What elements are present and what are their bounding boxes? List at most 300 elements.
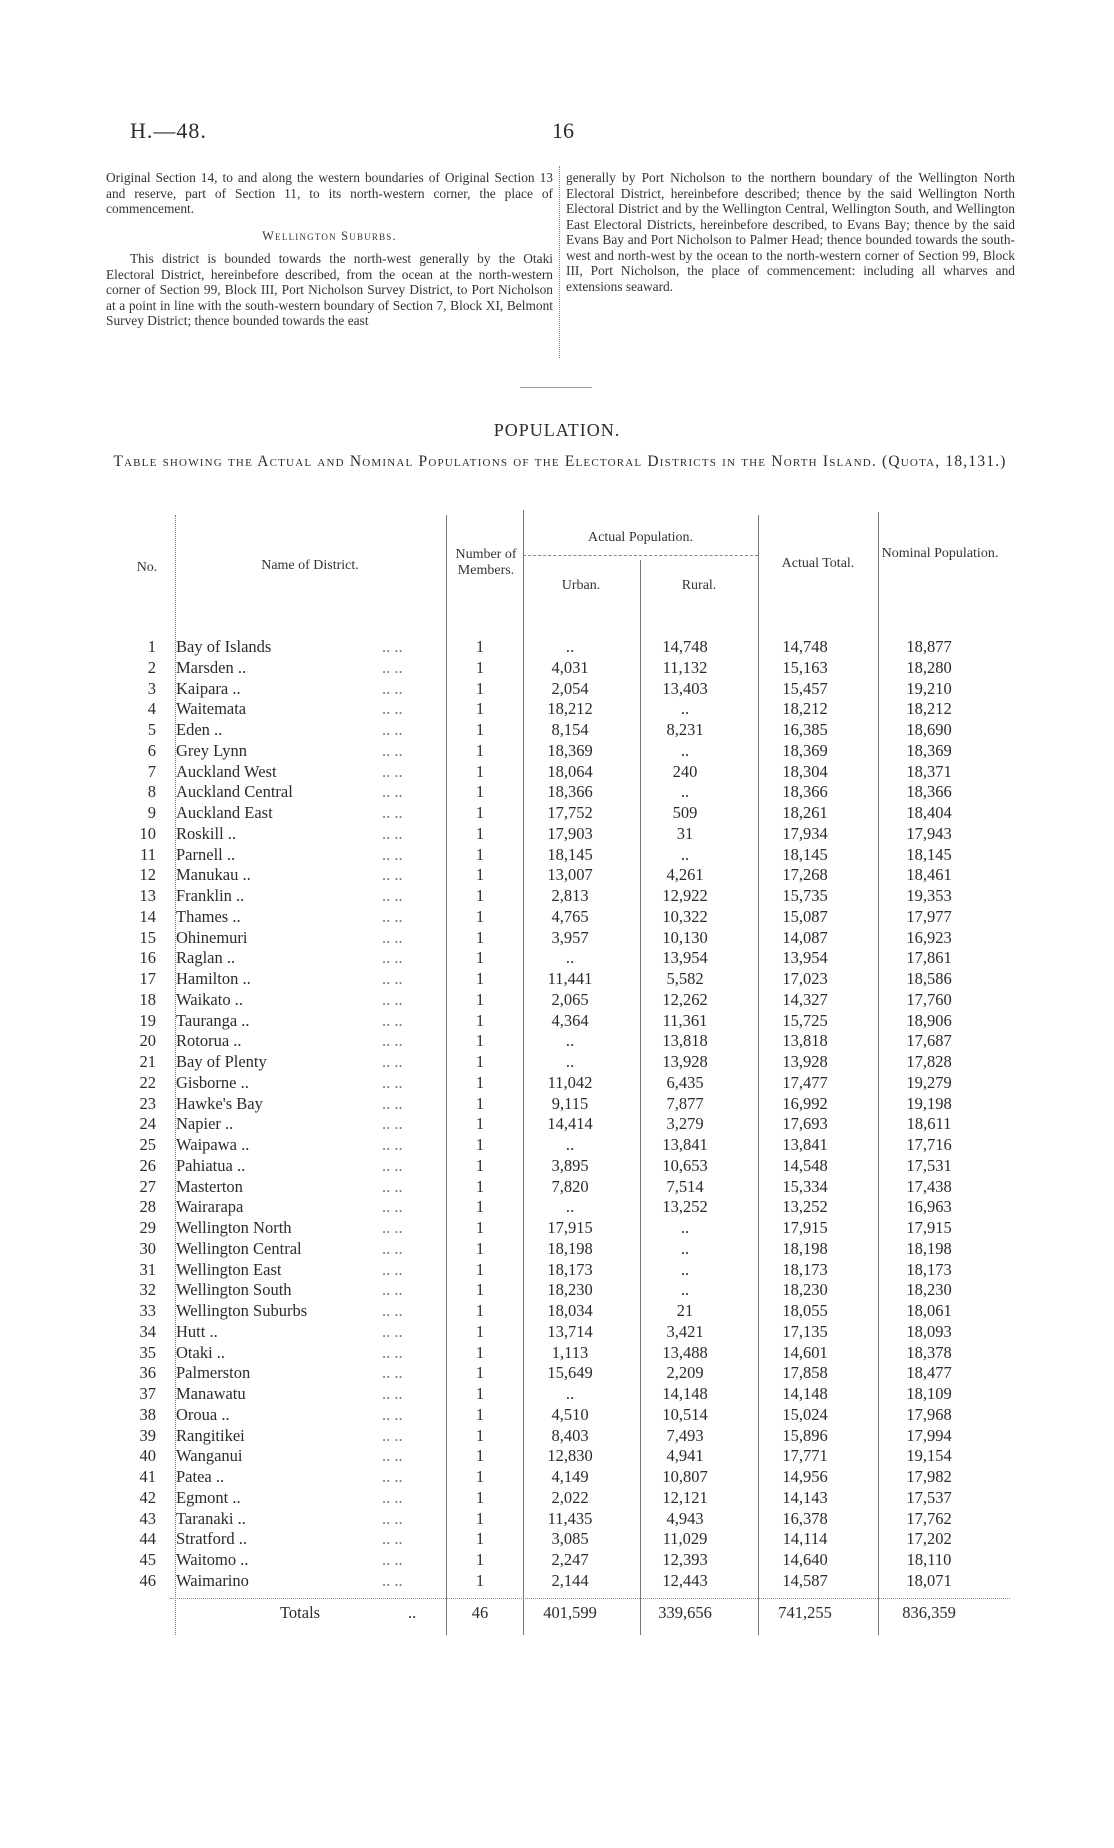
table-row [120, 1343, 980, 1363]
row-number: 2 [147, 657, 156, 677]
district-name: Bay of Plenty [176, 1052, 267, 1071]
rural-population: 13,818 [662, 1031, 708, 1051]
urban-population: 18,064 [547, 761, 593, 781]
row-number: 23 [139, 1093, 156, 1113]
rural-population: 10,514 [662, 1404, 708, 1424]
table-row [120, 699, 980, 719]
urban-population: 17,752 [547, 803, 593, 822]
district-name: Pahiatua .. [176, 1155, 246, 1175]
urban-population: 4,364 [551, 1010, 589, 1030]
column-divider [559, 166, 560, 358]
nominal-population: 18,404 [906, 803, 952, 822]
district-name: Thames .. [176, 906, 241, 926]
members: 1 [475, 637, 485, 656]
urban-population: 2,144 [551, 1570, 589, 1590]
row-number: 8 [147, 782, 156, 802]
rural-population: 6,435 [666, 1072, 704, 1092]
urban-population: 9,115 [551, 1093, 589, 1113]
table-row [120, 720, 980, 740]
rural-population: .. [680, 1218, 690, 1237]
actual-total: 15,334 [782, 1176, 828, 1196]
dot-leader: .. .. [382, 782, 403, 802]
text-column-left [106, 170, 553, 329]
district-name: Taranaki .. [176, 1508, 246, 1528]
district-name: Wellington Suburbs [176, 1301, 308, 1320]
row-number: 11 [140, 844, 156, 864]
urban-population: 14,414 [547, 1114, 593, 1134]
section-heading: Wellington Suburbs. [262, 228, 397, 243]
nominal-population: 17,915 [906, 1218, 952, 1237]
district-name: Hutt .. [176, 1321, 218, 1341]
urban-population: 17,903 [547, 823, 593, 843]
row-number: 41 [139, 1467, 156, 1486]
district-name: Bay of Islands [176, 637, 272, 656]
urban-population: 18,198 [547, 1238, 593, 1258]
table-row [120, 824, 980, 844]
actual-total: 17,135 [782, 1321, 828, 1341]
actual-total: 14,601 [782, 1342, 828, 1362]
urban-population: 18,173 [547, 1259, 593, 1279]
paragraph: Original Section 14, to and along the western boundaries of Original Section 13 and reserve, part of Section 11, to its north-western corner, the place of commencement. [106, 170, 553, 216]
nominal-population: 17,982 [906, 1467, 952, 1486]
urban-population: 18,230 [547, 1280, 593, 1300]
rural-population: 13,954 [662, 948, 708, 968]
urban-population: 8,154 [551, 720, 589, 739]
nominal-population: 17,828 [906, 1052, 952, 1071]
rural-population: 509 [672, 803, 698, 822]
rural-population: .. [680, 1238, 690, 1258]
table-row [120, 1509, 980, 1529]
actual-total: 15,457 [782, 678, 828, 698]
row-number: 30 [139, 1238, 156, 1258]
nominal-population: 18,173 [906, 1259, 952, 1279]
urban-population: 2,065 [551, 989, 589, 1009]
totals-rule [170, 1598, 1010, 1599]
district-name: Waikato .. [176, 989, 243, 1009]
nominal-population: 17,861 [906, 948, 952, 968]
rural-population: 240 [672, 761, 698, 781]
table-row [120, 1426, 980, 1446]
members: 1 [475, 1176, 485, 1196]
rural-population: 12,922 [662, 886, 708, 905]
urban-population: 18,369 [547, 740, 593, 760]
dot-leader: .. .. [382, 1218, 403, 1237]
district-name: Rotorua .. [176, 1031, 242, 1051]
table-row [120, 907, 980, 927]
table-row [120, 1363, 980, 1383]
urban-population: 3,957 [551, 927, 589, 947]
members: 1 [475, 1425, 485, 1445]
urban-population: 18,366 [547, 782, 593, 802]
row-number: 3 [147, 678, 156, 698]
rural-population: .. [680, 782, 690, 802]
rural-population: 12,121 [662, 1487, 708, 1507]
rural-population: 12,443 [662, 1570, 708, 1590]
table-row [120, 1177, 980, 1197]
dot-leader: .. .. [382, 720, 403, 739]
table-row [120, 1322, 980, 1342]
nominal-population: 17,531 [906, 1155, 952, 1175]
actual-total: 18,304 [782, 761, 828, 781]
rural-population: 13,928 [662, 1052, 708, 1071]
district-name: Waitemata [176, 699, 247, 719]
actual-total: 16,378 [782, 1508, 828, 1528]
rural-population: 4,943 [666, 1508, 704, 1528]
row-number: 29 [139, 1218, 156, 1237]
dot-leader: .. .. [382, 1446, 403, 1466]
district-name: Eden .. [176, 720, 223, 739]
dot-leader: .. .. [382, 969, 403, 988]
members: 1 [475, 1218, 485, 1237]
rural-population: 10,807 [662, 1467, 708, 1486]
members: 1 [475, 803, 485, 822]
actual-total: 13,954 [782, 948, 828, 968]
district-name: Grey Lynn [176, 740, 248, 760]
actual-total: 14,587 [782, 1570, 828, 1590]
page-number: 16 [552, 118, 574, 143]
district-name: Waimarino [176, 1570, 249, 1590]
table-row [120, 782, 980, 802]
actual-total: 14,327 [782, 989, 828, 1009]
district-name: Egmont .. [176, 1487, 241, 1507]
row-number: 39 [139, 1425, 156, 1445]
actual-total: 16,385 [782, 720, 828, 739]
table-row [120, 1260, 980, 1280]
actual-total: 15,896 [782, 1425, 828, 1445]
document-reference: H.—48. [130, 118, 207, 143]
members: 1 [475, 969, 485, 988]
district-name: Oroua .. [176, 1404, 230, 1424]
dot-leader: .. .. [382, 1135, 403, 1154]
nominal-population: 18,198 [906, 1238, 952, 1258]
members: 1 [475, 1384, 485, 1403]
nominal-population: 18,378 [906, 1342, 952, 1362]
district-name: Waitomo .. [176, 1550, 249, 1569]
urban-population: .. [565, 1031, 575, 1051]
urban-population: 2,247 [551, 1550, 589, 1569]
dot-leader: .. .. [382, 1155, 403, 1175]
totals-nominal: 836,359 [902, 1603, 956, 1622]
actual-total: 15,163 [782, 657, 828, 677]
members: 1 [475, 1550, 485, 1569]
rural-population: 3,279 [666, 1114, 704, 1134]
rural-population: 4,941 [666, 1446, 704, 1466]
nominal-population: 17,202 [906, 1529, 952, 1549]
members: 1 [475, 948, 485, 968]
nominal-population: 18,212 [906, 699, 952, 719]
urban-population: 2,813 [551, 886, 589, 905]
header-no: No. [136, 560, 158, 575]
row-number: 19 [139, 1010, 156, 1030]
district-name: Gisborne .. [176, 1072, 249, 1092]
actual-total: 18,366 [782, 782, 828, 802]
rural-population: 7,493 [666, 1425, 704, 1445]
totals-urban: 401,599 [543, 1603, 597, 1622]
row-number: 38 [139, 1404, 156, 1424]
actual-total: 15,735 [782, 886, 828, 905]
row-number: 7 [147, 761, 156, 781]
nominal-population: 18,369 [906, 740, 952, 760]
members: 1 [475, 927, 485, 947]
actual-total: 18,212 [782, 699, 828, 719]
members: 1 [475, 1031, 485, 1051]
nominal-population: 18,110 [906, 1550, 952, 1569]
row-number: 15 [139, 927, 156, 947]
dot-leader: .. .. [382, 1508, 403, 1528]
dot-leader: .. .. [382, 1093, 403, 1113]
nominal-population: 19,198 [906, 1093, 952, 1113]
nominal-population: 17,977 [906, 906, 952, 926]
table-row [120, 1094, 980, 1114]
header-subrule [523, 555, 758, 556]
row-number: 28 [139, 1197, 156, 1217]
rural-population: 11,132 [662, 657, 708, 677]
nominal-population: 16,923 [906, 927, 952, 947]
actual-total: 14,143 [782, 1487, 828, 1507]
actual-total: 18,369 [782, 740, 828, 760]
rural-population: 11,029 [662, 1529, 708, 1549]
dot-leader: .. .. [382, 927, 403, 947]
members: 1 [475, 1135, 485, 1154]
actual-total: 13,841 [782, 1135, 828, 1154]
dot-leader: .. .. [382, 1467, 403, 1486]
rural-population: 2,209 [666, 1363, 704, 1383]
district-name: Ohinemuri [176, 927, 248, 947]
row-number: 6 [147, 740, 156, 760]
row-number: 35 [139, 1342, 156, 1362]
rural-population: 10,653 [662, 1155, 708, 1175]
row-number: 16 [139, 948, 156, 968]
members: 1 [475, 989, 485, 1009]
members: 1 [475, 740, 485, 760]
district-name: Tauranga .. [176, 1010, 250, 1030]
table-row [120, 928, 980, 948]
rural-population: 11,361 [662, 1010, 708, 1030]
actual-total: 18,198 [782, 1238, 828, 1258]
district-name: Wellington East [176, 1259, 282, 1279]
district-name: Masterton [176, 1176, 243, 1196]
row-number: 34 [139, 1321, 156, 1341]
district-name: Parnell .. [176, 844, 236, 864]
totals-label: Totals [280, 1603, 321, 1622]
row-number: 37 [139, 1384, 156, 1403]
district-name: Waipawa .. [176, 1135, 250, 1154]
table-row [120, 1467, 980, 1487]
dot-leader: .. .. [382, 1238, 403, 1258]
rural-population: 7,877 [666, 1093, 704, 1113]
row-number: 36 [139, 1363, 156, 1383]
table-row [120, 1529, 980, 1549]
dot-leader: .. .. [382, 906, 403, 926]
table-row [120, 948, 980, 968]
members: 1 [475, 678, 485, 698]
dot-leader: .. .. [382, 1342, 403, 1362]
district-name: Manawatu [176, 1384, 246, 1403]
table-caption: Table showing the Actual and Nominal Populations of the Electoral Districts in the North Island. (Quota, 18,131.) [113, 453, 1007, 470]
table-row [120, 1135, 980, 1155]
actual-total: 14,748 [782, 637, 828, 656]
row-number: 26 [139, 1155, 156, 1175]
dot-leader: .. .. [382, 823, 403, 843]
members: 1 [475, 865, 485, 885]
nominal-population: 16,963 [906, 1197, 952, 1217]
urban-population: 2,054 [551, 678, 589, 698]
members: 1 [475, 844, 485, 864]
actual-total: 14,640 [782, 1550, 828, 1569]
row-number: 40 [139, 1446, 156, 1466]
dot-leader: .. .. [382, 1487, 403, 1507]
table-row [120, 1197, 980, 1217]
members: 1 [475, 1446, 485, 1466]
dot-leader: .. .. [382, 1031, 403, 1051]
rural-population: .. [680, 1280, 690, 1300]
urban-population: 4,031 [551, 657, 589, 677]
urban-population: 18,034 [547, 1301, 593, 1320]
section-rule [520, 387, 592, 388]
nominal-population: 18,230 [906, 1280, 952, 1300]
row-number: 24 [139, 1114, 156, 1134]
district-name: Napier .. [176, 1114, 234, 1134]
header-actual-population: Actual Population. [588, 530, 693, 545]
totals-rural: 339,656 [658, 1603, 712, 1622]
header-rural: Rural. [681, 578, 717, 593]
dot-leader: .. .. [382, 1301, 403, 1320]
actual-total: 17,693 [782, 1114, 828, 1134]
district-name: Palmerston [176, 1363, 251, 1383]
members: 1 [475, 886, 485, 905]
members: 1 [475, 1197, 485, 1217]
rural-population: .. [680, 1259, 690, 1279]
table-row [120, 1073, 980, 1093]
district-name: Raglan .. [176, 948, 236, 968]
rural-population: 14,748 [662, 637, 708, 656]
members: 1 [475, 1321, 485, 1341]
rural-population: 13,403 [662, 678, 708, 698]
urban-population: 3,895 [551, 1155, 589, 1175]
paragraph: generally by Port Nicholson to the northern boundary of the Wellington North Electoral District, hereinbefore described; thence by the said Wellington North Electoral District and by the Wellington Central, Wellington South, and Wellington East Electoral Districts, hereinbefore described, to Evans Bay; thence by the said Evans Bay and Port Nicholson to Palmer Head; thence bounded towards the south-west and north-west by the ocean to the north-western corner of Section 99, Block III, Port Nicholson, the place of commencement: including all wharves and extensions seaward. [566, 170, 1015, 294]
members: 1 [475, 720, 485, 739]
dot-leader: .. .. [382, 803, 403, 822]
urban-population: 11,042 [547, 1072, 593, 1092]
actual-total: 17,023 [782, 969, 828, 988]
totals-row [120, 1603, 980, 1623]
dot-leader: .. .. [382, 865, 403, 885]
dot-leader: .. .. [382, 989, 403, 1009]
members: 1 [475, 1529, 485, 1549]
row-number: 32 [139, 1280, 156, 1300]
nominal-population: 17,943 [906, 823, 952, 843]
rural-population: 21 [676, 1301, 694, 1320]
actual-total: 18,173 [782, 1259, 828, 1279]
members: 1 [475, 1052, 485, 1071]
members: 1 [475, 1238, 485, 1258]
table-row [120, 803, 980, 823]
rural-population: 4,261 [666, 865, 704, 885]
nominal-population: 17,760 [906, 989, 952, 1009]
header-district-name: Name of District. [261, 558, 359, 573]
dot-leader: .. .. [382, 1072, 403, 1092]
members: 1 [475, 782, 485, 802]
members: 1 [475, 1363, 485, 1383]
members: 1 [475, 1301, 485, 1320]
row-number: 33 [139, 1301, 156, 1320]
nominal-population: 17,687 [906, 1031, 952, 1051]
members: 1 [475, 906, 485, 926]
dot-leader: .. .. [382, 1384, 403, 1403]
header-actual-total: Actual Total. [781, 556, 855, 571]
header-nominal-population: Nominal Population. [881, 546, 999, 561]
rural-population: 12,262 [662, 989, 708, 1009]
members: 1 [475, 1114, 485, 1134]
row-number: 9 [147, 803, 156, 822]
table-row [120, 990, 980, 1010]
dot-leader: .. .. [382, 1363, 403, 1383]
header-members: Number of Members. [455, 547, 517, 578]
members: 1 [475, 1259, 485, 1279]
urban-population: .. [565, 1197, 575, 1217]
nominal-population: 18,145 [906, 844, 952, 864]
table-row [120, 1031, 980, 1051]
dot-leader: .. .. [382, 844, 403, 864]
district-name: Otaki .. [176, 1342, 226, 1362]
nominal-population: 19,353 [906, 886, 952, 905]
nominal-population: 18,071 [906, 1570, 952, 1590]
dot-leader: .. .. [382, 948, 403, 968]
members: 1 [475, 1487, 485, 1507]
table-row [120, 679, 980, 699]
urban-population: 4,765 [551, 906, 589, 926]
actual-total: 13,818 [782, 1031, 828, 1051]
row-number: 14 [139, 906, 156, 926]
row-number: 42 [139, 1487, 156, 1507]
district-name: Auckland West [176, 761, 277, 781]
table-row [120, 969, 980, 989]
rural-population: 8,231 [666, 720, 704, 739]
table-row [120, 845, 980, 865]
rural-population: 14,148 [662, 1384, 708, 1403]
urban-population: 11,441 [547, 969, 593, 988]
district-name: Hamilton .. [176, 969, 251, 988]
members: 1 [475, 1404, 485, 1424]
nominal-population: 17,994 [906, 1425, 952, 1445]
table-row [120, 658, 980, 678]
district-name: Wellington North [176, 1218, 292, 1237]
nominal-population: 18,093 [906, 1321, 952, 1341]
dot-leader: .. .. [382, 1052, 403, 1071]
nominal-population: 19,154 [906, 1446, 952, 1466]
nominal-population: 18,586 [906, 969, 952, 988]
rural-population: .. [680, 699, 690, 719]
actual-total: 17,915 [782, 1218, 828, 1237]
district-name: Marsden .. [176, 657, 247, 677]
nominal-population: 18,611 [906, 1114, 952, 1134]
row-number: 22 [139, 1072, 156, 1092]
dot-leader: .. .. [382, 1010, 403, 1030]
members: 1 [475, 1508, 485, 1528]
urban-population: .. [565, 1384, 575, 1403]
urban-population: 7,820 [551, 1176, 589, 1196]
urban-population: .. [565, 637, 575, 656]
urban-population: 2,022 [551, 1487, 589, 1507]
district-name: Wellington South [176, 1280, 292, 1300]
dot-leader: .. .. [382, 1404, 403, 1424]
members: 1 [475, 1342, 485, 1362]
members: 1 [475, 1093, 485, 1113]
row-number: 46 [139, 1570, 156, 1590]
nominal-population: 18,877 [906, 637, 952, 656]
dot-leader: .. .. [382, 657, 403, 677]
actual-total: 15,087 [782, 906, 828, 926]
